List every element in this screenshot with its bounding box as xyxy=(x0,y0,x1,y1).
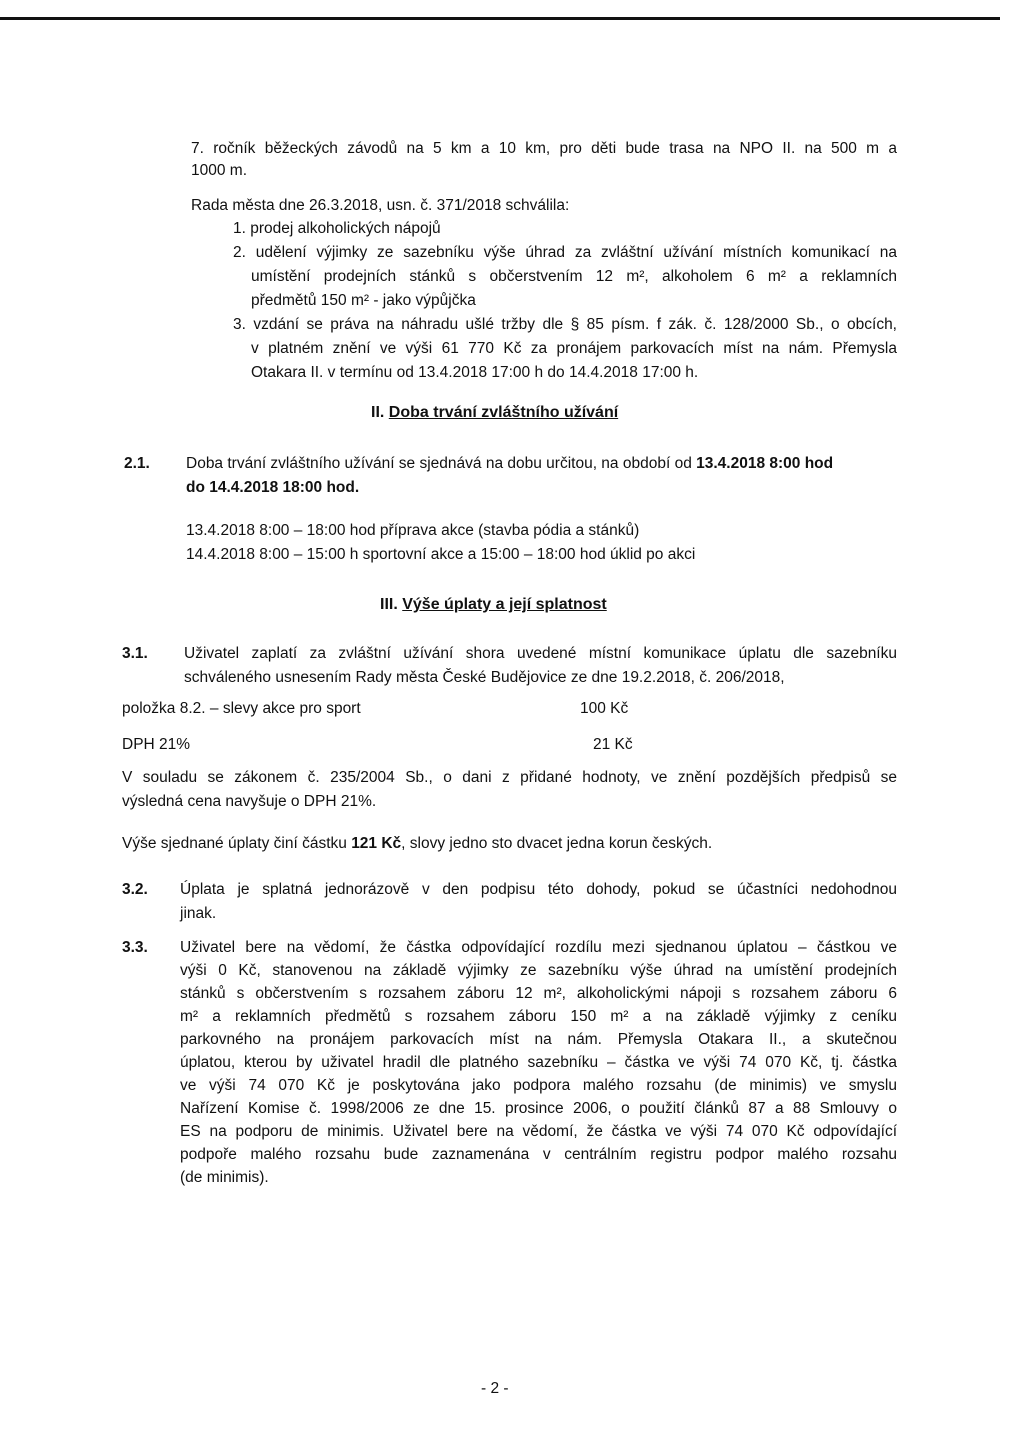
vat-line-2: výsledná cena navyšuje o DPH 21%. xyxy=(122,793,377,810)
total-prefix: Výše sjednané úplaty činí částku xyxy=(122,835,352,852)
schedule-line-2: 14.4.2018 8:00 – 15:00 h sportovní akce a 15:00 – 18:00 hod úklid po akci xyxy=(186,546,696,563)
clause-3-1-line-2: schváleného usnesením Rady města České Budějovice ze dne 19.2.2018, č. 206/2018, xyxy=(184,669,785,686)
clause-2-1-end: do 14.4.2018 18:00 hod. xyxy=(186,479,360,496)
resolution-item-1: 1. prodej alkoholických nápojů xyxy=(233,220,441,237)
clause-3-3-line-4: m² a reklamních předmětů s rozsahem záboru 150 m² a na základě výjimky z ceníku xyxy=(180,1008,897,1025)
section-3-number: III. xyxy=(380,596,398,613)
council-resolution: Rada města dne 26.3.2018, usn. č. 371/2018 schválila: xyxy=(191,197,570,214)
resolution-item-2-line-2: umístění prodejních stánků s občerstvením 12 m², alkoholem 6 m² a reklamních xyxy=(251,268,897,285)
section-3-heading xyxy=(380,594,607,615)
clause-2-1-text: Doba trvání zvláštního užívání se sjednává na dobu určitou, na období od xyxy=(186,455,697,472)
clause-2-1-start: 13.4.2018 8:00 hod xyxy=(696,455,834,472)
clause-3-3-line-7: ve výši 74 070 Kč je poskytována jako podpora malého rozsahu (de minimis) ve smyslu xyxy=(180,1077,897,1094)
clause-2-1-number: 2.1. xyxy=(124,455,150,472)
clause-3-2-number: 3.2. xyxy=(122,881,148,898)
clause-3-3-line-5: parkovného na pronájem parkovacích míst na nám. Přemysla Otakara II., a skutečnou xyxy=(180,1031,897,1048)
race-text-line-1: 7. ročník běžeckých závodů na 5 km a 10 km, pro děti bude trasa na NPO II. na 500 m a xyxy=(191,140,897,157)
resolution-item-2-line-1: 2. udělení výjimky ze sazebníku výše úhrad za zvláštní užívání místních komunikací na xyxy=(233,244,897,261)
clause-3-1-number: 3.1. xyxy=(122,645,148,662)
schedule-line-1: 13.4.2018 8:00 – 18:00 hod příprava akce (stavba pódia a stánků) xyxy=(186,522,640,539)
clause-3-3-line-6: úplatou, kterou by uživatel hradil dle platného sazebníku – částka ve výši 74 070 Kč, tj. částka xyxy=(180,1054,897,1071)
resolution-item-2-line-3: předmětů 150 m² - jako výpůjčka xyxy=(251,292,476,309)
resolution-item-3-line-2: v platném znění ve výši 61 770 Kč za pronájem parkovacích míst na nám. Přemysla xyxy=(251,340,897,357)
resolution-item-3-line-1: 3. vzdání se práva na náhradu ušlé tržby dle § 85 písm. f zák. č. 128/2000 Sb., o obcích, xyxy=(233,316,897,333)
section-3-title: Výše úplaty a její splatnost xyxy=(402,596,607,613)
clause-3-2-line-1: Úplata je splatná jednorázově v den podpisu této dohody, pokud se účastníci nedohodnou xyxy=(180,881,897,898)
section-2-title: Doba trvání zvláštního užívání xyxy=(388,404,619,421)
page-number: - 2 - xyxy=(481,1380,509,1397)
clause-3-3-line-1: Uživatel bere na vědomí, že částka odpovídající rozdílu mezi sjednanou úplatou – částkou ve xyxy=(180,939,897,956)
clause-3-3-line-2: výši 0 Kč, stanovenou na základě výjimky ze sazebníku výše úhrad na umístění prodejních xyxy=(180,962,897,979)
clause-3-3-number: 3.3. xyxy=(122,939,148,956)
clause-3-2-line-2: jinak. xyxy=(180,905,217,922)
clause-3-3-line-3: stánků s občerstvením s rozsahem záboru 12 m², alkoholickými nápoji s rozsahem záboru 6 xyxy=(180,985,897,1002)
clause-3-3-line-9: ES na podporu de minimis. Uživatel bere na vědomí, že částka ve výši 74 070 Kč odpovídající xyxy=(180,1123,897,1140)
top-border-line xyxy=(0,17,1000,20)
section-2-heading xyxy=(371,402,618,423)
fee-label-1: položka 8.2. – slevy akce pro sport xyxy=(122,700,361,717)
fee-amount-1: 100 Kč xyxy=(580,700,629,717)
section-2-number: II. xyxy=(371,404,385,421)
total-amount: 121 Kč xyxy=(351,835,402,852)
clause-2-1-line-1 xyxy=(186,453,833,474)
resolution-item-3-line-3: Otakara II. v termínu od 13.4.2018 17:00 h do 14.4.2018 17:00 h. xyxy=(251,364,699,381)
clause-3-3-line-8: Nařízení Komise č. 1998/2006 ze dne 15. prosince 2006, o použití článků 87 a 88 Smlouvy o xyxy=(180,1100,897,1117)
vat-line-1: V souladu se zákonem č. 235/2004 Sb., o dani z přidané hodnoty, ve znění pozdějších předpisů se xyxy=(122,769,897,786)
race-text-line-2: 1000 m. xyxy=(191,162,248,179)
fee-label-2: DPH 21% xyxy=(122,736,191,753)
clause-3-3-line-10: podpoře malého rozsahu bude zaznamenána v centrálním registru podpor malého rozsahu xyxy=(180,1146,897,1163)
total-suffix: , slovy jedno sto dvacet jedna korun českých. xyxy=(401,835,713,852)
fee-amount-2: 21 Kč xyxy=(593,736,633,753)
total-sentence xyxy=(122,833,712,854)
clause-3-3-line-11: (de minimis). xyxy=(180,1169,269,1186)
clause-3-1-line-1: Uživatel zaplatí za zvláštní užívání shora uvedené místní komunikace úplatu dle sazebníku xyxy=(184,645,897,662)
